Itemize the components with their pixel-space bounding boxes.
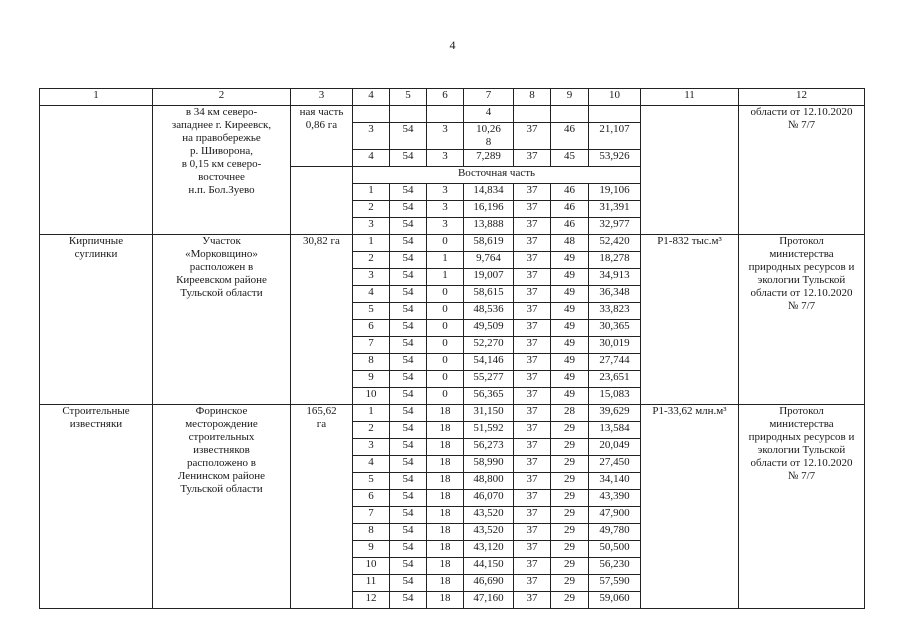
resources-cell: Р1-33,62 млн.м³ xyxy=(641,405,739,609)
point-number: 10 xyxy=(353,558,390,575)
lon-deg: 37 xyxy=(514,337,551,354)
lon-deg: 37 xyxy=(514,439,551,456)
point-number: 1 xyxy=(353,184,390,201)
lon-min: 28 xyxy=(551,405,589,422)
lon-min: 29 xyxy=(551,473,589,490)
area-line: ная часть xyxy=(299,106,344,118)
lat-min: 18 xyxy=(427,575,464,592)
point-number: 3 xyxy=(353,218,390,235)
lon-sec: 52,420 xyxy=(589,235,641,252)
header-cell: 9 xyxy=(551,89,589,106)
table-row xyxy=(40,235,865,252)
mineral-type-cell: Кирпичные суглинки xyxy=(40,235,153,405)
lon-deg: 37 xyxy=(514,184,551,201)
lat-sec: 56,365 xyxy=(464,388,514,405)
header-cell: 1 xyxy=(40,89,153,106)
header-cell: 11 xyxy=(641,89,739,106)
lon-deg: 37 xyxy=(514,541,551,558)
lon-deg: 37 xyxy=(514,575,551,592)
lat-min: 1 xyxy=(427,252,464,269)
lat-deg: 54 xyxy=(390,371,427,388)
lon-deg: 37 xyxy=(514,201,551,218)
location-cell: в 34 км северо- западнее г. Киреевск, на правобережье р. Шиворона, в 0,15 км северо- восточнее н.п. Бол.Зуево xyxy=(153,106,291,235)
lat-sec: 13,888 xyxy=(464,218,514,235)
lon-sec: 50,500 xyxy=(589,541,641,558)
header-cell: 6 xyxy=(427,89,464,106)
lon-min: 29 xyxy=(551,507,589,524)
lon-sec: 43,390 xyxy=(589,490,641,507)
lon-deg: 37 xyxy=(514,507,551,524)
lat-sec: 49,509 xyxy=(464,320,514,337)
lat-deg: 54 xyxy=(390,150,427,167)
point-number: 1 xyxy=(353,405,390,422)
lon-min: 29 xyxy=(551,524,589,541)
lat-sec: 43,520 xyxy=(464,524,514,541)
lat-deg: 54 xyxy=(390,405,427,422)
lat-deg: 54 xyxy=(390,422,427,439)
lat-min: 18 xyxy=(427,507,464,524)
lon-sec: 34,913 xyxy=(589,269,641,286)
lat-deg: 54 xyxy=(390,235,427,252)
area-cell: 165,62 га xyxy=(291,405,353,609)
point-number: 4 xyxy=(353,456,390,473)
lat-min: 18 xyxy=(427,558,464,575)
lat-min: 3 xyxy=(427,123,464,150)
lon-deg: 37 xyxy=(514,388,551,405)
cell xyxy=(427,106,464,123)
lon-deg: 37 xyxy=(514,473,551,490)
lon-min: 29 xyxy=(551,490,589,507)
lat-deg: 54 xyxy=(390,524,427,541)
lat-min: 3 xyxy=(427,150,464,167)
lat-sec: 46,690 xyxy=(464,575,514,592)
point-number: 2 xyxy=(353,422,390,439)
point-number: 4 xyxy=(353,286,390,303)
lon-sec: 59,060 xyxy=(589,592,641,609)
lat-min: 18 xyxy=(427,422,464,439)
lat-sec: 58,619 xyxy=(464,235,514,252)
lon-sec: 27,450 xyxy=(589,456,641,473)
cell xyxy=(551,106,589,123)
lat-deg: 54 xyxy=(390,575,427,592)
lat-min: 3 xyxy=(427,218,464,235)
mineral-type-cell: Строительные известняки xyxy=(40,405,153,609)
table-row xyxy=(40,405,865,422)
lon-sec: 20,049 xyxy=(589,439,641,456)
lat-deg: 54 xyxy=(390,303,427,320)
lon-deg: 37 xyxy=(514,354,551,371)
lon-min: 49 xyxy=(551,337,589,354)
lon-min: 29 xyxy=(551,592,589,609)
lon-sec: 30,019 xyxy=(589,337,641,354)
location-cell: Форинское месторождение строительных известняков расположено в Ленинском районе Тульской области xyxy=(153,405,291,609)
subheading: Восточная часть xyxy=(353,167,641,184)
lat-sec: 54,146 xyxy=(464,354,514,371)
lat-sec: 56,273 xyxy=(464,439,514,456)
lat-min: 18 xyxy=(427,456,464,473)
lat-min: 18 xyxy=(427,439,464,456)
lat-sec: 48,536 xyxy=(464,303,514,320)
header-cell: 2 xyxy=(153,89,291,106)
lon-sec: 23,651 xyxy=(589,371,641,388)
lat-sec: 55,277 xyxy=(464,371,514,388)
lon-min: 49 xyxy=(551,303,589,320)
point-number: 11 xyxy=(353,575,390,592)
lat-sec: 51,592 xyxy=(464,422,514,439)
cell: 4 xyxy=(464,106,514,123)
lat-deg: 54 xyxy=(390,592,427,609)
lon-sec: 32,977 xyxy=(589,218,641,235)
lon-deg: 37 xyxy=(514,303,551,320)
lon-sec: 49,780 xyxy=(589,524,641,541)
header-cell: 8 xyxy=(514,89,551,106)
lon-min: 45 xyxy=(551,150,589,167)
cell xyxy=(390,106,427,123)
lat-sec: 47,160 xyxy=(464,592,514,609)
cell xyxy=(514,106,551,123)
lon-sec: 30,365 xyxy=(589,320,641,337)
point-number: 9 xyxy=(353,371,390,388)
page-number: 4 xyxy=(449,38,456,52)
lat-deg: 54 xyxy=(390,252,427,269)
lat-min: 0 xyxy=(427,354,464,371)
lat-deg: 54 xyxy=(390,201,427,218)
lon-deg: 37 xyxy=(514,524,551,541)
lat-min: 0 xyxy=(427,371,464,388)
lat-deg: 54 xyxy=(390,320,427,337)
point-number: 10 xyxy=(353,388,390,405)
lon-sec: 53,926 xyxy=(589,150,641,167)
lat-min: 0 xyxy=(427,303,464,320)
lon-min: 49 xyxy=(551,388,589,405)
lat-deg: 54 xyxy=(390,507,427,524)
lon-sec: 34,140 xyxy=(589,473,641,490)
lat-sec: 7,289 xyxy=(464,150,514,167)
lon-min: 49 xyxy=(551,320,589,337)
point-number: 3 xyxy=(353,123,390,150)
lon-min: 49 xyxy=(551,371,589,388)
area-value: 0,86 га xyxy=(305,119,338,131)
lon-deg: 37 xyxy=(514,558,551,575)
point-number: 8 xyxy=(353,524,390,541)
lat-deg: 54 xyxy=(390,184,427,201)
lon-deg: 37 xyxy=(514,218,551,235)
lat-deg: 54 xyxy=(390,388,427,405)
lon-deg: 37 xyxy=(514,123,551,150)
lat-sec: 44,150 xyxy=(464,558,514,575)
lon-min: 29 xyxy=(551,422,589,439)
lon-min: 46 xyxy=(551,201,589,218)
lat-sec: 58,615 xyxy=(464,286,514,303)
lat-sec: 52,270 xyxy=(464,337,514,354)
point-number: 3 xyxy=(353,439,390,456)
resources-cell: Р1-832 тыс.м³ xyxy=(641,235,739,405)
lat-sec: 14,834 xyxy=(464,184,514,201)
lon-deg: 37 xyxy=(514,490,551,507)
point-number: 8 xyxy=(353,354,390,371)
lat-min: 0 xyxy=(427,337,464,354)
lon-min: 29 xyxy=(551,575,589,592)
lat-deg: 54 xyxy=(390,123,427,150)
lat-deg: 54 xyxy=(390,490,427,507)
lat-min: 18 xyxy=(427,541,464,558)
area-cell xyxy=(291,106,353,167)
protocol-cell: Протокол министерства природных ресурсов и экологии Тульской области от 12.10.2020 № 7/7 xyxy=(739,405,865,609)
lon-min: 49 xyxy=(551,252,589,269)
point-number: 6 xyxy=(353,490,390,507)
lat-min: 0 xyxy=(427,320,464,337)
lat-min: 3 xyxy=(427,184,464,201)
header-cell: 3 xyxy=(291,89,353,106)
lon-sec: 36,348 xyxy=(589,286,641,303)
cell xyxy=(353,106,390,123)
protocol-cell: Протокол министерства природных ресурсов и экологии Тульской области от 12.10.2020 № 7/7 xyxy=(739,235,865,405)
protocol-cell: области от 12.10.2020 № 7/7 xyxy=(739,106,865,235)
point-number: 9 xyxy=(353,541,390,558)
lon-sec: 31,391 xyxy=(589,201,641,218)
lat-deg: 54 xyxy=(390,541,427,558)
lon-deg: 37 xyxy=(514,371,551,388)
lon-deg: 37 xyxy=(514,456,551,473)
lat-deg: 54 xyxy=(390,473,427,490)
deposits-table xyxy=(39,88,865,609)
lon-sec: 39,629 xyxy=(589,405,641,422)
point-number: 4 xyxy=(353,150,390,167)
header-cell: 5 xyxy=(390,89,427,106)
point-number: 2 xyxy=(353,252,390,269)
point-number: 12 xyxy=(353,592,390,609)
lon-sec: 57,590 xyxy=(589,575,641,592)
lat-sec: 10,26 8 xyxy=(464,123,514,150)
lon-min: 29 xyxy=(551,541,589,558)
lat-sec: 16,196 xyxy=(464,201,514,218)
lon-deg: 37 xyxy=(514,235,551,252)
lon-sec: 33,823 xyxy=(589,303,641,320)
lat-sec: 58,990 xyxy=(464,456,514,473)
lat-min: 0 xyxy=(427,388,464,405)
lon-min: 29 xyxy=(551,439,589,456)
area-cell-empty xyxy=(291,167,353,235)
lat-sec: 43,120 xyxy=(464,541,514,558)
lon-min: 46 xyxy=(551,184,589,201)
lat-sec: 48,800 xyxy=(464,473,514,490)
point-number: 5 xyxy=(353,473,390,490)
lat-deg: 54 xyxy=(390,558,427,575)
mineral-type-cell xyxy=(40,106,153,235)
point-number: 3 xyxy=(353,269,390,286)
lon-sec: 47,900 xyxy=(589,507,641,524)
point-number: 1 xyxy=(353,235,390,252)
lat-min: 0 xyxy=(427,235,464,252)
lon-deg: 37 xyxy=(514,405,551,422)
lon-min: 49 xyxy=(551,354,589,371)
lon-deg: 37 xyxy=(514,286,551,303)
lat-min: 1 xyxy=(427,269,464,286)
lat-min: 18 xyxy=(427,524,464,541)
lon-deg: 37 xyxy=(514,252,551,269)
lon-deg: 37 xyxy=(514,150,551,167)
lat-deg: 54 xyxy=(390,354,427,371)
lat-deg: 54 xyxy=(390,286,427,303)
lon-deg: 37 xyxy=(514,422,551,439)
lon-min: 29 xyxy=(551,558,589,575)
lat-min: 18 xyxy=(427,592,464,609)
lat-sec: 46,070 xyxy=(464,490,514,507)
lon-deg: 37 xyxy=(514,320,551,337)
lat-min: 3 xyxy=(427,201,464,218)
lon-sec: 13,584 xyxy=(589,422,641,439)
lon-sec: 19,106 xyxy=(589,184,641,201)
table-row xyxy=(40,106,865,123)
header-row xyxy=(40,89,865,106)
lon-min: 49 xyxy=(551,286,589,303)
location-cell: Участок «Морковщино» расположен в Киреевском районе Тульской области xyxy=(153,235,291,405)
header-cell: 7 xyxy=(464,89,514,106)
lat-min: 18 xyxy=(427,490,464,507)
lon-sec: 27,744 xyxy=(589,354,641,371)
point-number: 7 xyxy=(353,337,390,354)
lat-min: 18 xyxy=(427,405,464,422)
lat-deg: 54 xyxy=(390,456,427,473)
lat-min: 0 xyxy=(427,286,464,303)
lon-min: 46 xyxy=(551,218,589,235)
resources-cell xyxy=(641,106,739,235)
lon-sec: 56,230 xyxy=(589,558,641,575)
cell xyxy=(589,106,641,123)
header-cell: 10 xyxy=(589,89,641,106)
lon-min: 29 xyxy=(551,456,589,473)
lon-sec: 21,107 xyxy=(589,123,641,150)
lat-sec: 43,520 xyxy=(464,507,514,524)
lat-sec: 31,150 xyxy=(464,405,514,422)
lon-min: 46 xyxy=(551,123,589,150)
lat-deg: 54 xyxy=(390,337,427,354)
lat-sec: 19,007 xyxy=(464,269,514,286)
lon-sec: 15,083 xyxy=(589,388,641,405)
lat-sec: 9,764 xyxy=(464,252,514,269)
lat-deg: 54 xyxy=(390,269,427,286)
point-number: 7 xyxy=(353,507,390,524)
lon-deg: 37 xyxy=(514,592,551,609)
header-cell: 12 xyxy=(739,89,865,106)
lon-min: 48 xyxy=(551,235,589,252)
lat-min: 18 xyxy=(427,473,464,490)
lon-min: 49 xyxy=(551,269,589,286)
lon-sec: 18,278 xyxy=(589,252,641,269)
point-number: 5 xyxy=(353,303,390,320)
lon-deg: 37 xyxy=(514,269,551,286)
lat-deg: 54 xyxy=(390,439,427,456)
point-number: 2 xyxy=(353,201,390,218)
point-number: 6 xyxy=(353,320,390,337)
header-cell: 4 xyxy=(353,89,390,106)
area-cell: 30,82 га xyxy=(291,235,353,405)
lat-deg: 54 xyxy=(390,218,427,235)
